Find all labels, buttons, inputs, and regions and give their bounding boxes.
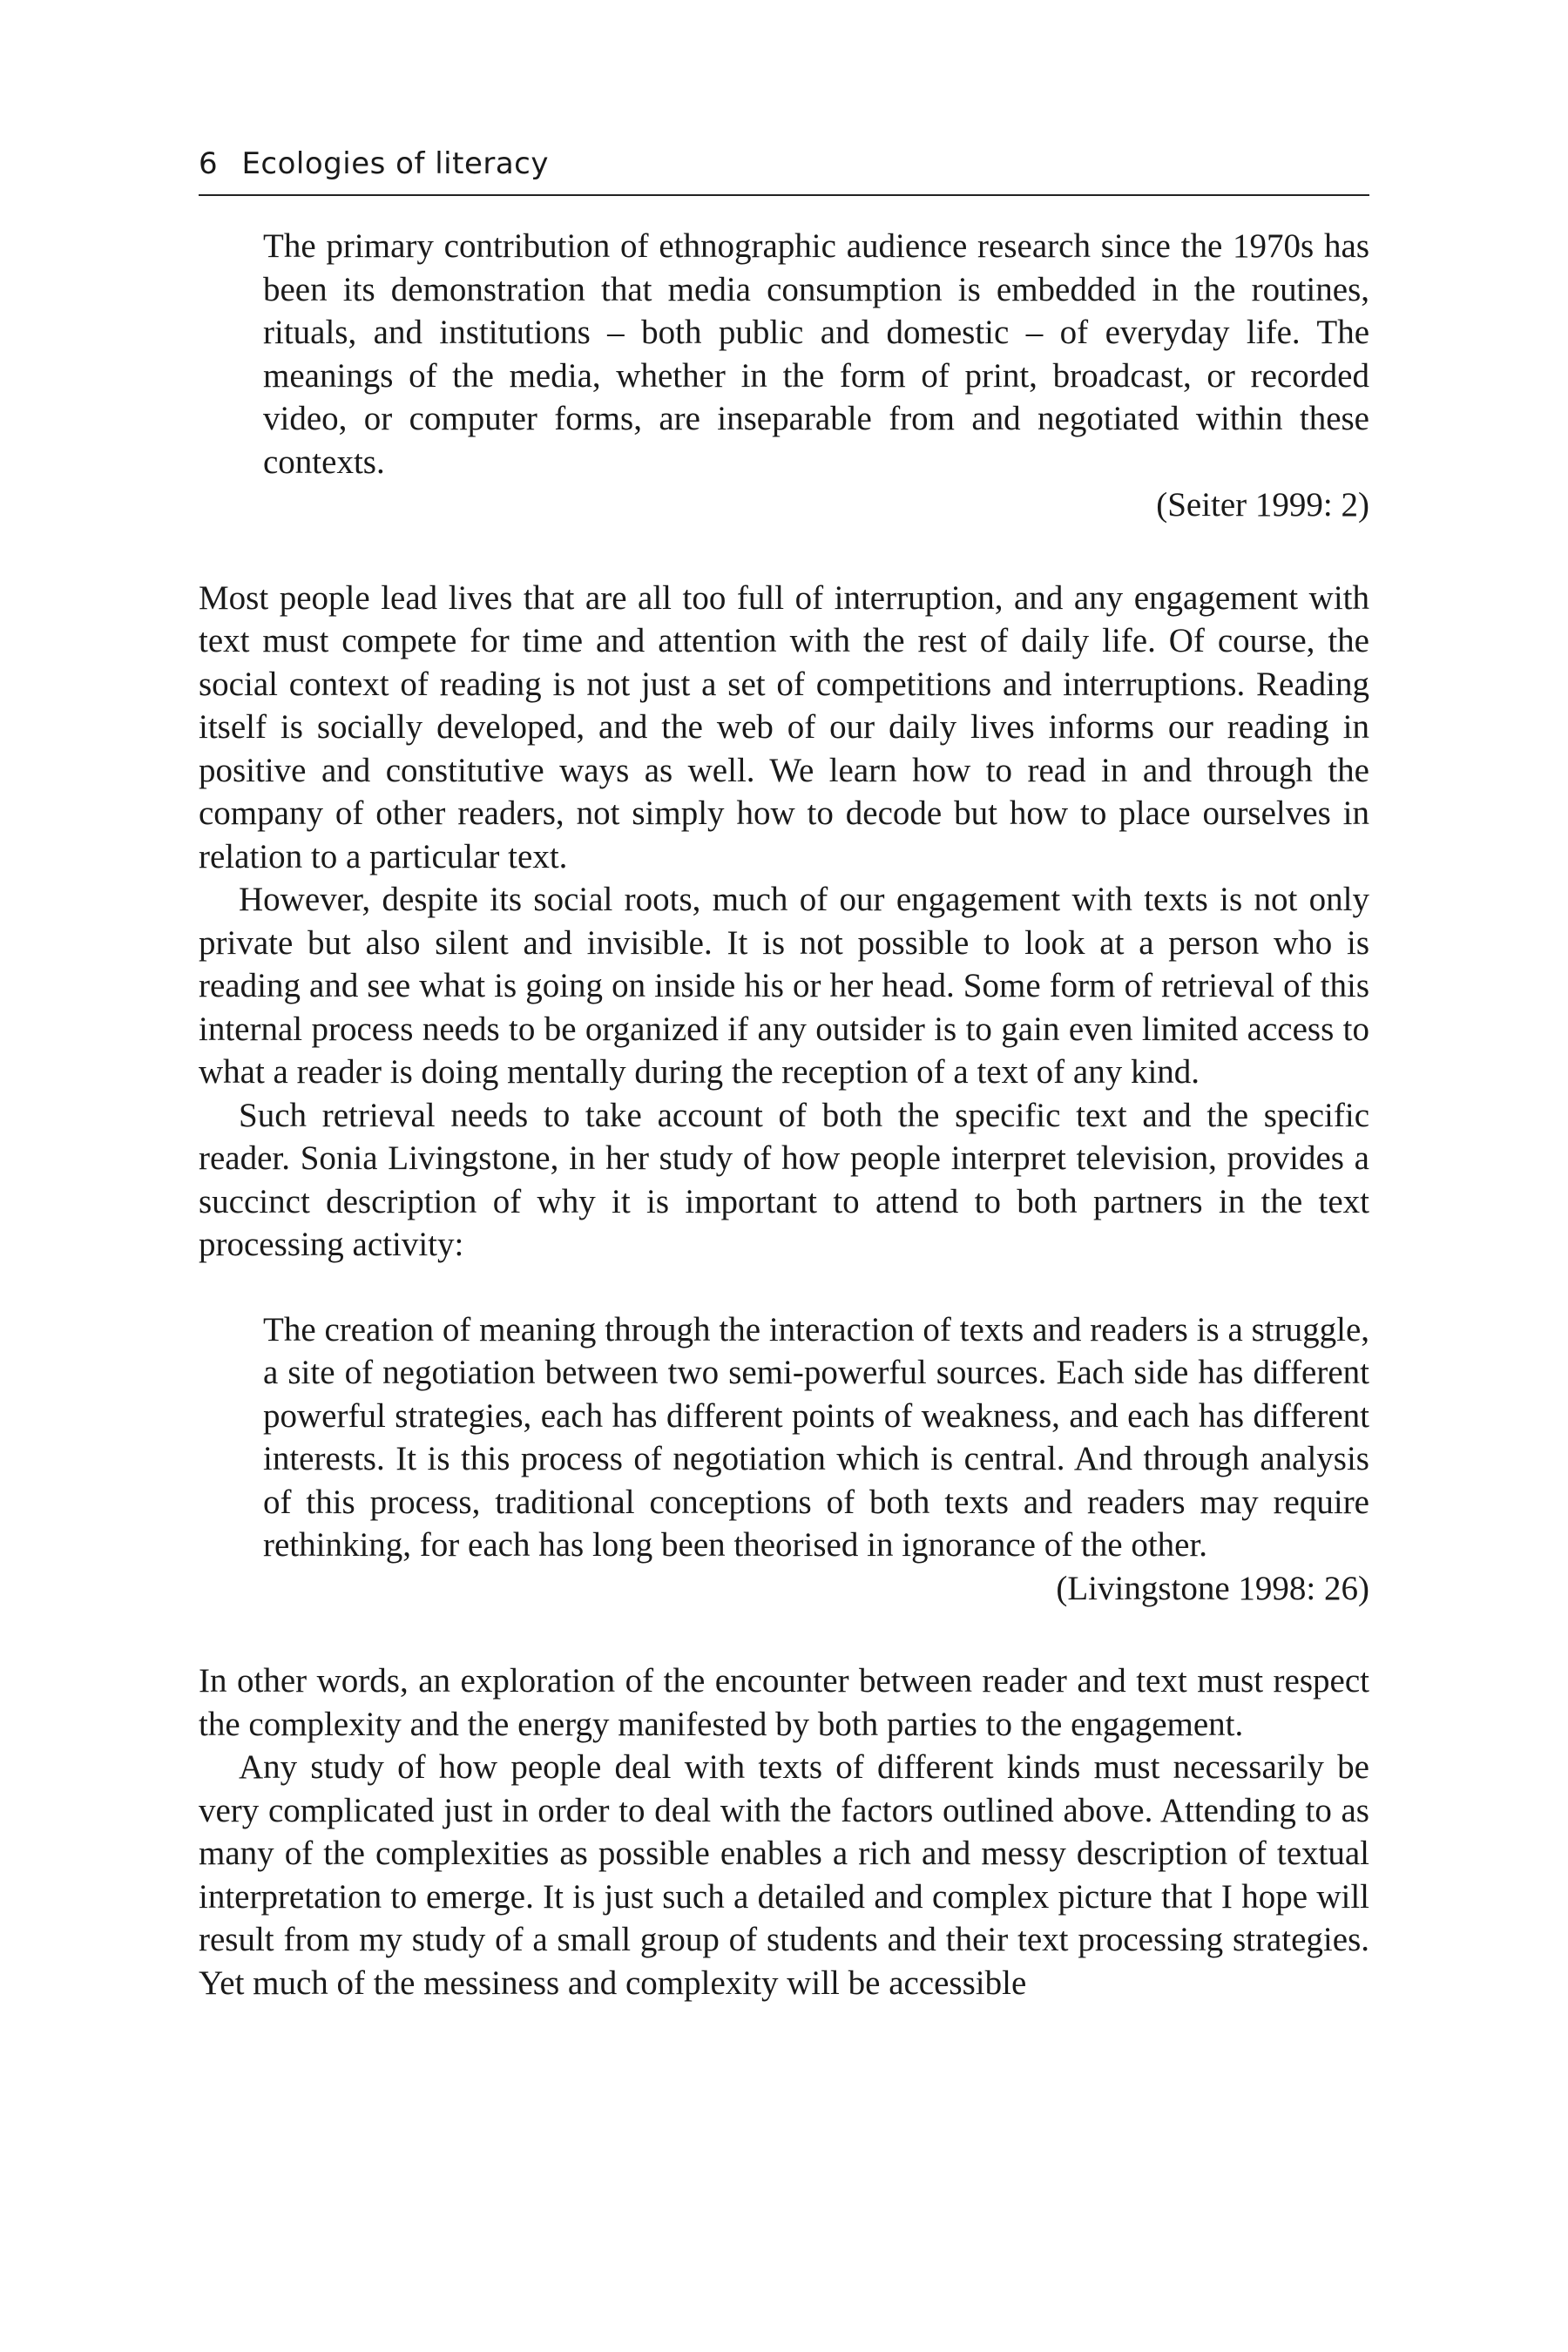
block-quote-seiter xyxy=(263,225,1369,483)
page-number: 6 xyxy=(199,146,219,181)
paragraph: Most people lead lives that are all too full of interruption, and any engagement with text must compete for time and attention with the rest of daily life. Of course, the social context of reading is not just a set of competitions and interruptions. Reading itself is socially developed, and the web of our daily lives informs our reading in positive and constitutive ways as well. We learn how to read in and through the company of other readers, not simply how to decode but how to place ourselves in relation to a particular text. xyxy=(199,578,1369,875)
spacer xyxy=(199,527,1369,577)
spacer xyxy=(199,1267,1369,1308)
quote-citation: (Seiter 1999: 2) xyxy=(1156,486,1369,524)
quote-citation: (Livingstone 1998: 26) xyxy=(1056,1569,1369,1607)
page-body xyxy=(199,225,1369,2004)
quote-text: The primary contribution of ethnographic audience research since the 1970s has been its demonstration that media consumption is embedded in the routines, rituals, and institutions – both public and domestic – of everyday life. The meanings of the media, whether in the form of print, broadcast, or recorded video, or computer forms, are inseparable from and negotiated within these contexts. xyxy=(263,227,1369,481)
running-title: Ecologies of literacy xyxy=(241,146,549,181)
block-quote-livingstone xyxy=(263,1308,1369,1567)
quote-text: The creation of meaning through the interaction of texts and readers is a struggle, a site of negotiation between two semi-powerful sources. Each side has different powerful strategies, each has different points of weakness, and each has different interests. It is this process of negotiation which is central. And through analysis of this process, traditional conceptions of both texts and readers may require rethinking, for each has long been theorised in ignorance of the other. xyxy=(263,1310,1369,1564)
paragraph: Such retrieval needs to take account of both the specific text and the specific reader. Sonia Livingstone, in her study of how people interpret television, provides a succinct description of why it is important to attend to both partners in the text processing activity: xyxy=(199,1096,1369,1263)
paragraph: Any study of how people deal with texts of different kinds must necessarily be very complicated just in order to deal with the factors outlined above. Attending to as many of the complexities as possible enables a rich and messy description of textual interpretation to emerge. It is just such a detailed and complex picture that I hope will result from my study of a small group of students and their text processing strategies. Yet much of the messiness and complexity will be accessible xyxy=(199,1748,1369,2002)
header-rule xyxy=(199,194,1369,196)
paragraph: In other words, an exploration of the encounter between reader and text must respect the complexity and the energy manifested by both parties to the engagement. xyxy=(199,1662,1369,1743)
spacer xyxy=(199,1610,1369,1659)
paragraph: However, despite its social roots, much of our engagement with texts is not only private but also silent and invisible. It is not possible to look at a person who is reading and see what is going on inside his or her head. Some form of retrieval of this internal process needs to be organized if any outsider is to gain even limited access to what a reader is doing mentally during the reception of a text of any kind. xyxy=(199,881,1369,1091)
running-head xyxy=(199,145,1369,183)
